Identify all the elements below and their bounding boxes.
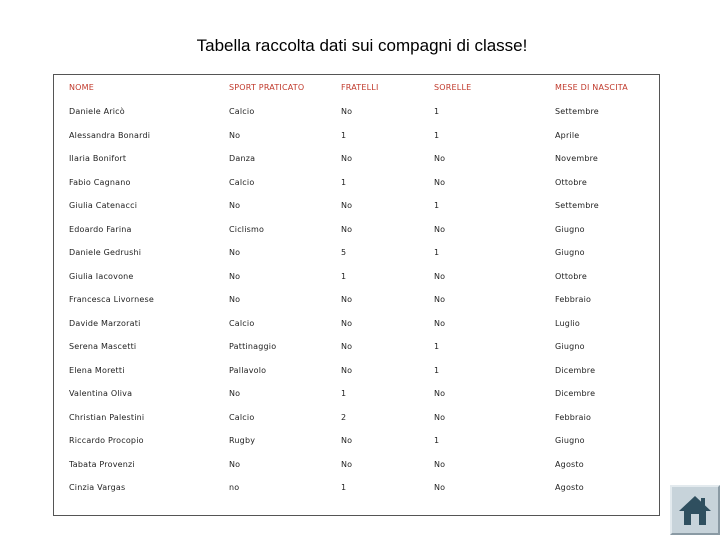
home-button[interactable] — [670, 485, 720, 535]
table-cell: No — [229, 459, 241, 469]
table-cell: No — [434, 295, 446, 305]
header-cell: FRATELLI — [341, 83, 379, 92]
table-cell: No — [434, 224, 446, 234]
table-cell: No — [434, 389, 446, 399]
table-cell: No — [341, 318, 353, 328]
table-cell: 1 — [341, 389, 347, 399]
table-cell: No — [434, 318, 446, 328]
table-cell: Novembre — [555, 154, 599, 164]
table-cell: 1 — [341, 271, 347, 281]
table-cell: Calcio — [229, 177, 255, 187]
table-cell: Valentina Oliva — [69, 389, 133, 399]
table-cell: Danza — [229, 154, 256, 164]
table-cell: Alessandra Bonardi — [69, 130, 151, 140]
table-cell: Fabio Cagnano — [69, 177, 131, 187]
table-cell: Riccardo Procopio — [69, 436, 144, 446]
table-cell: Christian Palestini — [69, 412, 145, 422]
table-cell: No — [434, 459, 446, 469]
table-cell: Febbraio — [555, 412, 592, 422]
table-cell: No — [434, 412, 446, 422]
table-row — [54, 453, 659, 477]
table-cell: Francesca Livornese — [69, 295, 154, 305]
table-cell: No — [229, 295, 241, 305]
table-cell: 1 — [434, 436, 440, 446]
table-cell: Rugby — [229, 436, 256, 446]
table-cell: Calcio — [229, 107, 255, 117]
table-cell: No — [229, 248, 241, 258]
table-row — [54, 382, 659, 406]
table-cell: Pattinaggio — [229, 342, 277, 352]
table-cell: 1 — [434, 365, 440, 375]
table-cell: No — [434, 154, 446, 164]
table-cell: Agosto — [555, 459, 584, 469]
home-icon — [672, 487, 718, 533]
table-cell: No — [229, 201, 241, 211]
table-cell: No — [341, 365, 353, 375]
table-cell: No — [341, 436, 353, 446]
table-cell: Ottobre — [555, 177, 587, 187]
table-row — [54, 265, 659, 289]
table-cell: Settembre — [555, 107, 599, 117]
table-cell: No — [341, 224, 353, 234]
table-cell: Elena Moretti — [69, 365, 125, 375]
table-cell: Cinzia Vargas — [69, 483, 126, 493]
table-cell: Dicembre — [555, 365, 596, 375]
header-cell: SPORT PRATICATO — [229, 83, 305, 92]
table-row — [54, 335, 659, 359]
table-cell: Calcio — [229, 412, 255, 422]
header-cell: NOME — [69, 83, 95, 92]
table-row — [54, 406, 659, 430]
table-row — [54, 147, 659, 171]
table-row — [54, 476, 659, 500]
table-cell: No — [341, 154, 353, 164]
table-cell: No — [341, 295, 353, 305]
table-cell: Edoardo Farina — [69, 224, 132, 234]
table-cell: Daniele Aricò — [69, 107, 125, 117]
table-cell: Serena Mascetti — [69, 342, 137, 352]
table-cell: Giugno — [555, 248, 585, 258]
table-row — [54, 359, 659, 383]
table-cell: Ilaria Bonifort — [69, 154, 127, 164]
table-row — [54, 124, 659, 148]
table-cell: Daniele Gedrushi — [69, 248, 142, 258]
table-header-row — [54, 75, 659, 100]
table-row — [54, 312, 659, 336]
table-cell: 1 — [434, 248, 440, 258]
table-cell: 1 — [434, 107, 440, 117]
table-cell: 1 — [434, 130, 440, 140]
table-cell: 1 — [341, 483, 347, 493]
table-cell: Giulia Catenacci — [69, 201, 138, 211]
table-row — [54, 171, 659, 195]
table-cell: Tabata Provenzi — [69, 459, 135, 469]
table-cell: Aprile — [555, 130, 580, 140]
table-row — [54, 100, 659, 124]
table-cell: No — [229, 271, 241, 281]
table-row — [54, 218, 659, 242]
table-cell: Dicembre — [555, 389, 596, 399]
table-cell: Calcio — [229, 318, 255, 328]
table-cell: Giugno — [555, 436, 585, 446]
table-cell: No — [341, 107, 353, 117]
table-cell: Giulia Iacovone — [69, 271, 134, 281]
classmates-table — [54, 75, 659, 500]
table-cell: Agosto — [555, 483, 584, 493]
table-cell: No — [434, 271, 446, 281]
table-cell: 1 — [341, 130, 347, 140]
table-cell: Ottobre — [555, 271, 587, 281]
table-cell: No — [229, 130, 241, 140]
page-title: Tabella raccolta dati sui compagni di classe! — [196, 36, 528, 55]
table-cell: No — [229, 389, 241, 399]
header-cell: SORELLE — [434, 83, 472, 92]
table-cell: Giugno — [555, 342, 585, 352]
table-cell: Giugno — [555, 224, 585, 234]
table-row — [54, 288, 659, 312]
table-cell: Pallavolo — [229, 365, 267, 375]
table-cell: No — [434, 177, 446, 187]
table-cell: 1 — [341, 177, 347, 187]
header-cell: MESE DI NASCITA — [555, 83, 628, 92]
data-table-frame — [53, 74, 660, 516]
table-cell: Ciclismo — [229, 224, 265, 234]
table-cell: No — [341, 342, 353, 352]
table-cell: Davide Marzorati — [69, 318, 141, 328]
table-cell: 1 — [434, 201, 440, 211]
table-row — [54, 241, 659, 265]
table-cell: no — [229, 483, 240, 493]
table-cell: Settembre — [555, 201, 599, 211]
table-cell: No — [341, 201, 353, 211]
table-row — [54, 429, 659, 453]
table-cell: 2 — [341, 412, 347, 422]
table-cell: 1 — [434, 342, 440, 352]
table-cell: No — [434, 483, 446, 493]
table-cell: Luglio — [555, 318, 581, 328]
table-cell: 5 — [341, 248, 347, 258]
table-row — [54, 194, 659, 218]
table-cell: Febbraio — [555, 295, 592, 305]
table-cell: No — [341, 459, 353, 469]
